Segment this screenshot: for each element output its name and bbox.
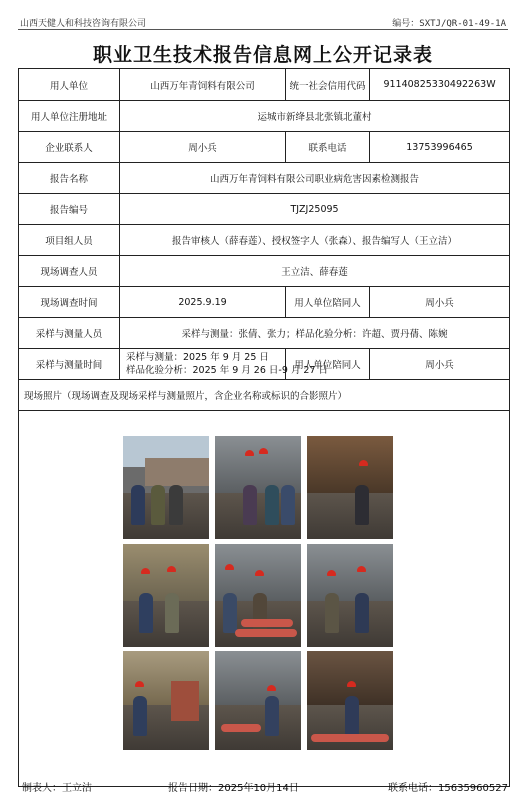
photo-hose <box>241 619 293 627</box>
survey-staff-value: 王立洁、薛春莲 <box>120 256 510 287</box>
photo-caption-cell <box>19 380 510 411</box>
row-photo-caption <box>19 380 510 411</box>
accompany-value: 周小兵 <box>370 287 510 318</box>
row-survey-time <box>19 287 510 318</box>
photo-hose <box>235 629 297 637</box>
photo-floor <box>307 601 393 647</box>
photo-person <box>133 696 147 736</box>
sampling-time-label: 采样与测量时间 <box>19 349 120 380</box>
photo-wall <box>215 651 301 705</box>
survey-time-value: 2025.9.19 <box>120 287 286 318</box>
row-sampling-staff <box>19 318 510 349</box>
phone-value: 13753996465 <box>370 132 510 163</box>
photo-person <box>355 593 369 633</box>
accompany2-value: 周小兵 <box>370 349 510 380</box>
photo-person <box>131 485 145 525</box>
row-employer <box>19 69 510 101</box>
photo-person <box>169 485 183 525</box>
footer-phone: 联系电话：15635960527 <box>388 783 508 794</box>
row-report-name <box>19 163 510 194</box>
photo-hose <box>311 734 389 742</box>
site-photo-5 <box>215 544 301 647</box>
photo-helmet <box>141 568 150 574</box>
photo-floor <box>307 493 393 539</box>
photo-person <box>165 593 179 633</box>
photo-wall <box>307 436 393 493</box>
photo-helmet <box>255 570 264 576</box>
row-address <box>19 101 510 132</box>
site-photo-3 <box>307 436 393 539</box>
footer-maker: 制表人：王立洁 <box>22 783 92 794</box>
photo-person <box>281 485 295 525</box>
photo-person <box>223 593 237 633</box>
sampling-staff-label: 采样与测量人员 <box>19 318 120 349</box>
report-no-value: TJZJ25095 <box>120 194 510 225</box>
contact-value: 周小兵 <box>120 132 286 163</box>
photo-hose <box>221 724 261 732</box>
document-number: 编号：SXTJ/QR-01-49-1A <box>392 19 506 29</box>
photo-person <box>345 696 359 736</box>
row-report-no <box>19 194 510 225</box>
row-survey-staff <box>19 256 510 287</box>
photo-person <box>151 485 165 525</box>
survey-time-label: 现场调查时间 <box>19 287 120 318</box>
row-sampling-time <box>19 349 510 380</box>
photo-wall <box>123 544 209 601</box>
report-name-label: 报告名称 <box>19 163 120 194</box>
photo-person <box>355 485 369 525</box>
site-photo-2 <box>215 436 301 539</box>
photo-person <box>253 593 267 633</box>
site-photo-4 <box>123 544 209 647</box>
employer-value: 山西万年青饲料有限公司 <box>120 69 286 101</box>
photo-person <box>139 593 153 633</box>
accompany2-label: 用人单位陪同人 <box>286 349 370 380</box>
photo-helmet <box>327 570 336 576</box>
photo-helmet <box>347 681 356 687</box>
photo-person <box>243 485 257 525</box>
credit-code-label: 统一社会信用代码 <box>286 69 370 101</box>
site-photo-1 <box>123 436 209 539</box>
row-team <box>19 225 510 256</box>
site-photo-6 <box>307 544 393 647</box>
photo-helmet <box>259 448 268 454</box>
photo-person <box>265 485 279 525</box>
report-name-value: 山西万年青饲料有限公司职业病危害因素检测报告 <box>120 163 510 194</box>
phone-label: 联系电话 <box>286 132 370 163</box>
address-label: 用人单位注册地址 <box>19 101 120 132</box>
footer-date: 报告日期：2025年10月14日 <box>168 783 299 794</box>
site-photo-9 <box>307 651 393 750</box>
site-photo-8 <box>215 651 301 750</box>
contact-label: 企业联系人 <box>19 132 120 163</box>
header-divider <box>18 29 508 30</box>
photo-person <box>265 696 279 736</box>
company-header: 山西天健人和科技咨询有限公司 <box>20 19 147 29</box>
photo-caption: 现场照片（现场调查及现场采样与测量照片，含企业名称或标识的合影照片） <box>24 391 348 402</box>
photo-person <box>325 593 339 633</box>
sampling-time-line1: 采样与测量：2025 年 9 月 25 日 <box>126 352 269 363</box>
photo-helmet <box>357 566 366 572</box>
photo-helmet <box>225 564 234 570</box>
photo-helmet <box>267 685 276 691</box>
team-value: 报告审核人（薛春莲）、授权签字人（张森）、报告编写人（王立洁） <box>120 225 510 256</box>
photo-helmet <box>135 681 144 687</box>
survey-staff-label: 现场调查人员 <box>19 256 120 287</box>
page-title: 职业卫生技术报告信息网上公开记录表 <box>92 44 433 66</box>
site-photo-7 <box>123 651 209 750</box>
photo-helmet <box>245 450 254 456</box>
site-photo-grid <box>123 436 393 750</box>
accompany-label: 用人单位陪同人 <box>286 287 370 318</box>
row-contact <box>19 132 510 163</box>
report-no-label: 报告编号 <box>19 194 120 225</box>
photo-helmet <box>359 460 368 466</box>
address-value: 运城市新绛县北张镇北董村 <box>120 101 510 132</box>
sampling-staff-value: 采样与测量：张倩、张力；样品化验分析：许超、贾丹蒨、陈婉 <box>120 318 510 349</box>
photo-helmet <box>167 566 176 572</box>
credit-code-value: 91140825330492263W <box>370 69 510 101</box>
team-label: 项目组人员 <box>19 225 120 256</box>
sampling-time-line2: 样品化验分析：2025 年 9 月 26 日-9 月 27 日 <box>126 365 329 376</box>
photo-wall <box>307 544 393 601</box>
photo-building <box>145 458 209 486</box>
employer-label: 用人单位 <box>19 69 120 101</box>
photo-machine <box>171 681 199 721</box>
